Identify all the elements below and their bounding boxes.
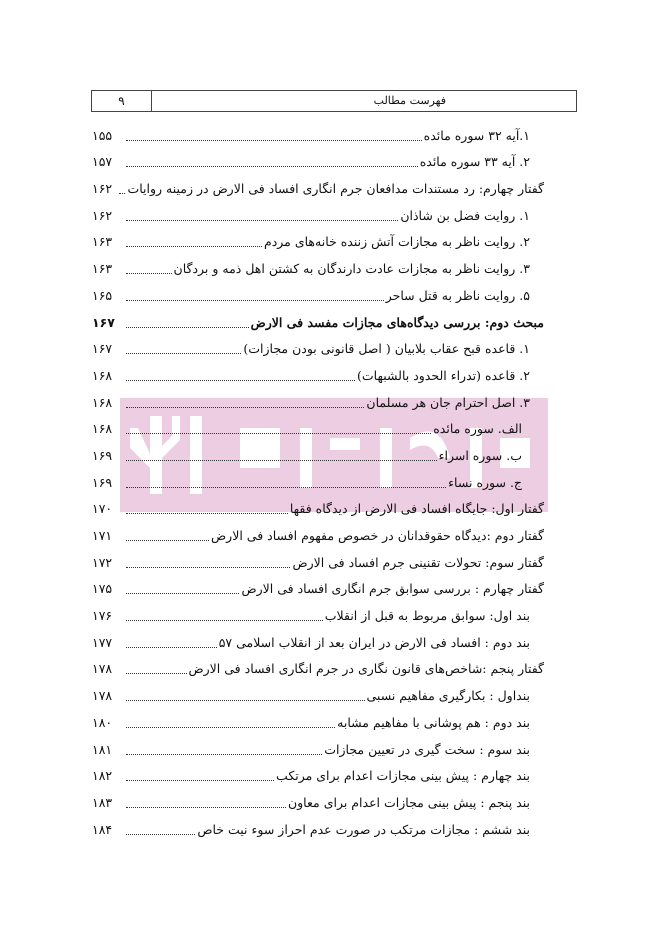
toc-entry-page: ۱۶۸ [92,421,113,437]
toc-entry [92,573,544,600]
toc-entry-page: ۱۶۷ [92,314,115,330]
leader-dots [126,834,195,835]
toc-entry [92,333,544,360]
toc-entry [92,226,544,253]
leader-dots [126,273,172,274]
toc-entry [92,386,544,413]
toc-entry [92,813,544,840]
toc-entry-page: ۱۶۳ [92,261,113,277]
toc-entry-title: ۱. قاعده قبح عقاب بلابیان ( اصل قانونی بودن مجازات) [243,341,530,357]
leader-dots [126,807,286,808]
header-title: فهرست مطالب [373,94,446,107]
toc-entry-page: ۱۸۱ [92,741,113,757]
leader-dots [126,673,187,674]
toc-entry-title: بند سوم : سخت گیری در تعیین مجازات [324,741,530,757]
toc-entry-page: ۱۷۱ [92,528,113,543]
leader-dots [126,754,322,755]
toc-entry-page: ۱۸۴ [92,821,113,837]
toc-entry-title: بند دوم : افساد فی الارض در ایران بعد از انقلاب اسلامی ۵۷ [218,634,530,650]
leader-dots [126,727,335,728]
toc-entry-title: ج. سوره نساء [448,474,522,490]
toc-entry [92,653,544,680]
leader-dots [126,140,422,141]
leader-dots [126,567,290,568]
toc-entry-title: ۱.آیه ۳۲ سوره مائده [423,127,530,143]
toc-entry [92,626,544,653]
toc-entry [92,760,544,787]
toc-entry [92,359,544,386]
toc-entry-page: ۱۶۸ [92,367,113,383]
leader-dots [126,487,446,488]
toc-entry-page: ۱۶۲ [92,207,113,223]
toc-entry-page: ۱۸۳ [92,794,113,810]
toc-entry [92,706,544,733]
toc-entry-title: بند پنجم : پیش بینی مجازات اعدام برای معاون [287,794,530,810]
toc-entry-page: ۱۶۷ [92,341,113,357]
toc-entry-page: ۱۶۲ [92,181,113,197]
toc-entry-title: ۲. قاعده (تدراء الحدود بالشبهات) [357,367,530,383]
toc-entry-page: ۱۵۵ [92,127,113,143]
toc-entry-title: بند دوم : هم پوشانی با مفاهیم مشابه [337,714,530,730]
toc-entry-page: ۱۶۵ [92,287,113,303]
toc-entry-title: بنداول : بکارگیری مفاهیم نسبی [366,688,530,704]
leader-dots [126,380,355,381]
leader-dots [126,460,437,461]
page-number: ۹ [92,91,152,111]
toc-entry-title: ۵. روایت ناظر به قتل ساحر [385,287,530,303]
toc-entry-title: ۳. روایت ناظر به مجازات عادت دارندگان به کشتن اهل ذمه و بردگان [173,261,530,277]
toc-entry [92,786,544,813]
toc-entry-page: ۱۷۷ [92,634,113,650]
leader-dots [126,327,249,328]
leader-dots [126,220,398,221]
toc-entry-page: ۱۷۶ [92,608,113,624]
page-header [91,90,577,112]
leader-dots [126,780,274,781]
toc-entry [92,439,544,466]
toc-entry-title: ۳. اصل احترام جان هر مسلمان [366,394,530,410]
toc-entry-page: ۱۸۲ [92,768,113,784]
leader-dots [126,353,241,354]
toc-entry-title: بند اول: سوابق مربوط به قبل از انقلاب [324,608,530,624]
toc-entry-page: ۱۷۵ [92,581,113,597]
toc-entry [92,199,544,226]
toc-entry [92,252,544,279]
leader-dots [126,166,418,167]
toc-entry [92,679,544,706]
toc-entry-page: ۱۷۰ [92,501,113,517]
toc-entry-title: بند چهارم : پیش بینی مجازات اعدام برای مرتکب [276,768,530,784]
leader-dots [126,407,364,408]
toc-entry [92,546,544,573]
toc-entry [92,519,544,546]
toc-entry-title: گفتار پنجم :شاخص‌های قانون نگاری در جرم انگاری افساد فی الارض [188,661,544,677]
toc-entry [92,413,544,440]
toc-entry-title: بند ششم : مجازات مرتکب در صورت عدم احراز سوء نیت خاص [197,821,530,837]
leader-dots [126,593,239,594]
toc-entry [92,279,544,306]
toc-entry-title: مبحث دوم: بررسی دیدگاه‌های مجازات مفسد فی الارض [250,314,544,330]
toc-entry-page: ۱۶۹ [92,474,113,490]
toc-entry-title: گفتار دوم :دیدگاه حقوقدانان در خصوص مفهوم افساد فی الارض [211,528,544,543]
toc-entry-page: ۱۷۲ [92,554,113,570]
toc-entry [92,172,544,199]
toc-entry-page: ۱۶۹ [92,447,113,463]
toc-entry-page: ۱۵۷ [92,154,113,170]
toc-entry-title: ب. سوره اسراء [438,447,522,463]
toc-entry-page: ۱۷۸ [92,661,113,677]
toc-entry-title: ۲. روایت ناظر به مجازات آتش زننده خانه‌های مردم [263,234,530,250]
leader-dots [126,300,384,301]
leader-dots [126,540,209,541]
leader-dots [126,513,288,514]
toc-entry-title: گفتار چهارم : بررسی سوابق جرم انگاری افساد فی الارض [241,581,544,597]
toc-entry-title: گفتار چهارم: رد مستندات مدافعان جرم انگاری افساد فی الارض در زمینه روایات [127,181,544,197]
leader-dots [126,246,262,247]
toc-entry-page: ۱۷۸ [92,688,113,704]
leader-dots [126,700,365,701]
toc-entry [92,306,544,333]
toc-entry-page: ۱۶۸ [92,394,113,410]
leader-dots [126,647,217,648]
toc-entry [92,466,544,493]
toc-entry-page: ۱۸۰ [92,714,113,730]
toc-entry-title: گفتار اول: جایگاه افساد فی الارض از دیدگاه فقها [289,501,544,517]
toc-entry-title: گفتار سوم: تحولات تقنینی جرم افساد فی الارض [292,554,544,570]
toc-entry-title: الف. سوره مائده [433,421,522,437]
leader-dots [126,433,431,434]
toc-entry [92,599,544,626]
toc-entry [92,119,544,146]
toc-entry-page: ۱۶۳ [92,234,113,250]
toc-entry [92,733,544,760]
toc-entry [92,146,544,173]
leader-dots [126,620,323,621]
toc-entry-title: ۱. روایت فضل بن شاذان [400,207,530,223]
toc-entry [92,493,544,520]
toc-entry-title: ۲. آیه ۳۳ سوره مائده [419,154,530,170]
table-of-contents [92,119,544,840]
leader-dots [119,193,125,194]
